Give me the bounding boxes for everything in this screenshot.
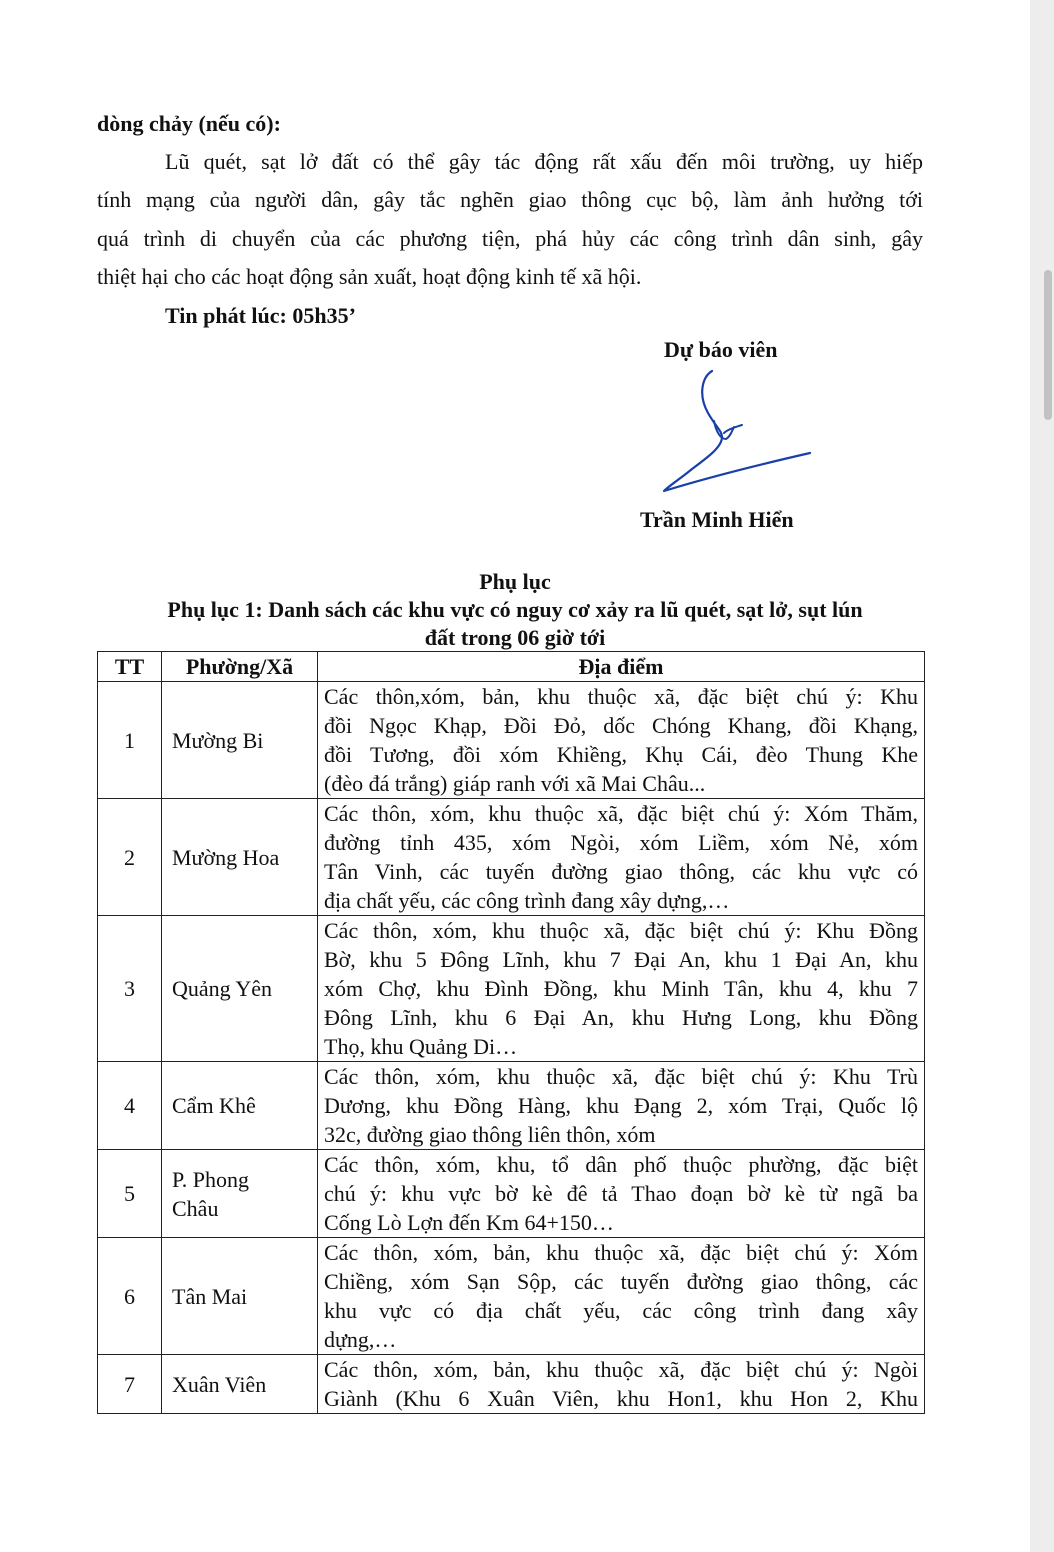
cell-ward	[162, 916, 318, 1062]
location-line: đồi Ngọc Khạp, Đồi Đỏ, dốc Chóng Khang, đồi Khạng,	[324, 713, 918, 738]
location-line: Các thôn,xóm, bản, khu thuộc xã, đặc biệt chú ý: Khu	[324, 684, 918, 709]
paragraph-line-4: thiệt hại cho các hoạt động sản xuất, hoạt động kinh tế xã hội.	[97, 264, 642, 289]
cell-tt: 6	[98, 1238, 162, 1355]
location-line: Các thôn, xóm, khu thuộc xã, đặc biệt chú ý: Xóm Thăm,	[324, 801, 918, 826]
cell-location	[318, 1238, 925, 1355]
header-tt: TT	[98, 652, 162, 682]
cell-ward	[162, 1150, 318, 1238]
table-row	[98, 799, 925, 916]
location-line: đường tỉnh 435, xóm Ngòi, xóm Liềm, xóm Nẻ, xóm	[324, 830, 918, 855]
location-line: Các thôn, xóm, bản, khu thuộc xã, đặc biệt chú ý: Ngòi	[324, 1357, 918, 1382]
table-row	[98, 682, 925, 799]
appendix-label: Phụ lục	[479, 569, 551, 594]
cell-ward	[162, 799, 318, 916]
location-line: đồi Tương, đồi xóm Khiềng, Khụ Cái, đèo Thung Khe	[324, 742, 918, 767]
location-line: Các thôn, xóm, bản, khu thuộc xã, đặc biệt chú ý: Xóm	[324, 1240, 918, 1265]
cell-tt: 1	[98, 682, 162, 799]
table-row	[98, 1150, 925, 1238]
location-line: khu vực có địa chất yếu, các công trình đang xây	[324, 1298, 918, 1323]
table-header-row	[98, 652, 925, 682]
forecaster-title: Dự báo viên	[664, 337, 778, 362]
location-line: Cống Lò Lợn đến Km 64+150…	[324, 1210, 614, 1235]
ward-line: P. Phong	[172, 1166, 250, 1192]
location-line: Giành (Khu 6 Xuân Viên, khu Hon1, khu Hon 2, Khu	[324, 1386, 918, 1411]
issue-time: Tin phát lúc: 05h35’	[165, 303, 356, 328]
paragraph-line-3: quá trình di chuyển của các phương tiện, phá hủy các công trình dân sinh, gây	[97, 226, 923, 251]
table-row	[98, 916, 925, 1062]
appendix-title-line-2: đất trong 06 giờ tới	[424, 625, 606, 650]
location-line: Các thôn, xóm, khu, tổ dân phố thuộc phường, đặc biệt	[324, 1152, 918, 1177]
handwritten-signature	[650, 365, 820, 495]
cell-tt: 2	[98, 799, 162, 916]
location-line: dựng,…	[324, 1327, 397, 1352]
ward-line: Quảng Yên	[172, 976, 272, 1001]
section-heading: dòng chảy (nếu có):	[97, 111, 281, 136]
appendix-title-line-1: Phụ lục 1: Danh sách các khu vực có nguy cơ xảy ra lũ quét, sạt lở, sụt lún	[167, 597, 863, 622]
location-line: Bờ, khu 5 Đông Lĩnh, khu 7 Đại An, khu 1 Đại An, khu	[324, 947, 918, 972]
paragraph-line-2: tính mạng của người dân, gây tắc nghẽn giao thông cục bộ, làm ảnh hưởng tới	[97, 187, 923, 212]
cell-ward	[162, 1062, 318, 1150]
paragraph-line-1: Lũ quét, sạt lở đất có thể gây tác động rất xấu đến môi trường, uy hiếp	[165, 149, 923, 174]
table-row	[98, 1355, 925, 1414]
signer-name: Trần Minh Hiển	[640, 507, 794, 532]
location-line: địa chất yếu, các công trình đang xây dựng,…	[324, 888, 730, 913]
table-body	[98, 682, 925, 1414]
cell-ward	[162, 682, 318, 799]
location-line: Các thôn, xóm, khu thuộc xã, đặc biệt chú ý: Khu Trù	[324, 1064, 918, 1089]
cell-tt: 4	[98, 1062, 162, 1150]
cell-tt: 7	[98, 1355, 162, 1414]
ward-line: Mường Bi	[172, 727, 264, 753]
cell-location	[318, 1062, 925, 1150]
ward-line: Xuân Viên	[172, 1371, 267, 1397]
cell-ward	[162, 1238, 318, 1355]
risk-area-table	[97, 651, 925, 1414]
ward-line: Tân Mai	[172, 1283, 248, 1309]
location-line: Đông Lĩnh, khu 6 Đại An, khu Hưng Long, khu Đồng	[324, 1005, 918, 1030]
cell-ward	[162, 1355, 318, 1414]
cell-tt: 5	[98, 1150, 162, 1238]
ward-line: Cẩm Khê	[172, 1093, 256, 1118]
location-line: Tân Vinh, các tuyến đường giao thông, các khu vực có	[324, 859, 918, 884]
scrollbar-thumb[interactable]	[1044, 270, 1052, 420]
cell-location	[318, 1150, 925, 1238]
location-line: 32c, đường giao thông liên thôn, xóm	[324, 1122, 656, 1147]
location-line: (đèo đá trắng) giáp ranh với xã Mai Châu...	[324, 771, 706, 796]
location-line: Chiềng, xóm Sạn Sộp, các tuyến đường giao thông, các	[324, 1269, 918, 1294]
location-line: chú ý: khu vực bờ kè đê tả Thao đoạn bờ kè từ ngã ba	[324, 1181, 918, 1206]
location-line: Dương, khu Đồng Hàng, khu Đạng 2, xóm Trại, Quốc lộ	[324, 1093, 918, 1118]
header-location: Địa điểm	[318, 652, 925, 682]
table-row	[98, 1238, 925, 1355]
cell-location	[318, 1355, 925, 1414]
cell-location	[318, 799, 925, 916]
location-line: xóm Chợ, khu Đình Đồng, khu Minh Tân, khu 4, khu 7	[324, 976, 918, 1001]
table-row	[98, 1062, 925, 1150]
cell-location	[318, 682, 925, 799]
cell-location	[318, 916, 925, 1062]
location-line: Các thôn, xóm, khu thuộc xã, đặc biệt chú ý: Khu Đồng	[324, 918, 918, 943]
cell-tt: 3	[98, 916, 162, 1062]
location-line: Thọ, khu Quảng Di…	[324, 1034, 518, 1059]
ward-line: Mường Hoa	[172, 844, 280, 870]
ward-line: Châu	[172, 1195, 219, 1221]
scrollbar-track[interactable]	[1030, 0, 1054, 1552]
header-ward: Phường/Xã	[162, 652, 318, 682]
